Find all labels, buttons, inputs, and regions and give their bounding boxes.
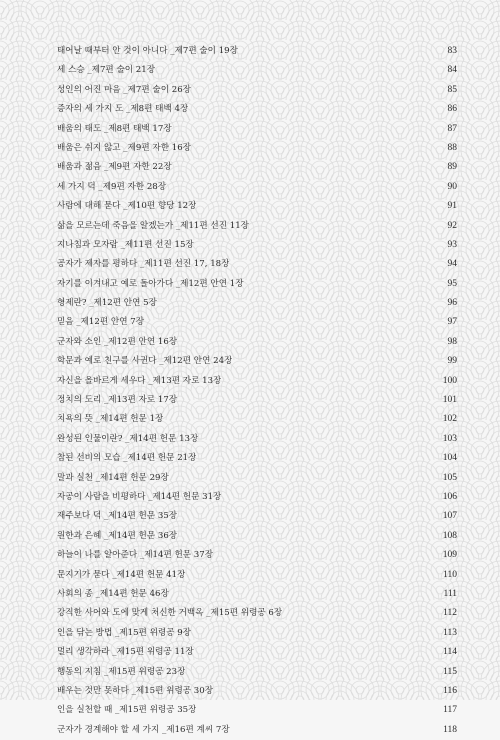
toc-entry[interactable] [57,178,457,197]
toc-entry-page-number: 95 [447,278,457,289]
toc-entry[interactable] [57,158,457,177]
toc-entry-title: 하늘이 나를 알아준다 _제14편 헌문 37장 [57,550,214,561]
toc-entry-title: 군자가 경계해야 할 세 가지 _제16편 계씨 7장 [57,724,230,735]
toc-entry-title: 세 스승 _제7편 술이 21장 [57,65,156,76]
toc-entry[interactable] [57,313,457,332]
toc-entry-page-number: 91 [447,201,457,212]
toc-entry[interactable] [57,236,457,255]
toc-entry-page-number: 89 [447,162,457,173]
toc-entry-page-number: 84 [447,65,457,76]
toc-entry-page-number: 85 [447,84,457,95]
toc-entry[interactable] [57,546,457,565]
toc-entry-title: 증자의 세 가지 도 _제8편 태백 4장 [57,104,189,115]
toc-entry-title: 완성된 인물이란? _제14편 헌문 13장 [57,433,199,444]
toc-entry[interactable] [57,682,457,701]
toc-entry-page-number: 115 [443,666,457,677]
toc-entry-page-number: 103 [442,433,457,444]
toc-entry-title: 원한과 은혜 _제14편 헌문 36장 [57,530,178,541]
toc-entry-title: 강직한 사어와 도에 맞게 처신한 거백옥 _제15편 위령공 6장 [57,608,283,619]
toc-entry-title: 군자와 소인 _제12편 안연 16장 [57,336,178,347]
toc-entry[interactable] [57,372,457,391]
toc-entry[interactable] [57,352,457,371]
toc-entry-page-number: 98 [447,336,457,347]
toc-entry[interactable] [57,469,457,488]
toc-entry[interactable] [57,255,457,274]
toc-entry-page-number: 83 [447,46,457,56]
toc-entry-title: 믿음 _제12편 안연 7장 [57,317,145,328]
toc-entry-page-number: 90 [447,181,457,192]
toc-entry-title: 행동의 지침 _제15편 위령공 23장 [57,666,186,677]
toc-entry-title: 문지기가 묻다 _제14편 헌문 41장 [57,569,186,580]
toc-entry-page-number: 106 [442,491,457,502]
toc-entry-title: 태어날 때부터 안 것이 아니다 _제7편 술이 19장 [57,46,238,56]
toc-entry-page-number: 93 [447,239,457,250]
toc-entry-title: 학문과 예로 친구를 사귄다 _제12편 안연 24장 [57,356,233,367]
toc-entry-title: 자신을 올바르게 세우다 _제13편 자로 13장 [57,375,222,386]
toc-entry-title: 공자가 제자를 평하다 _제11편 선진 17, 18장 [57,259,230,270]
toc-entry[interactable] [57,604,457,623]
toc-entry-title: 배움의 태도 _제8편 태백 17장 [57,123,172,134]
toc-entry-page-number: 92 [447,220,457,231]
toc-entry-page-number: 112 [443,608,457,619]
toc-entry-page-number: 116 [443,685,457,696]
toc-entry[interactable] [57,624,457,643]
toc-entry[interactable] [57,430,457,449]
toc-entry[interactable] [57,488,457,507]
toc-entry-page-number: 100 [442,375,457,386]
toc-entry[interactable] [57,585,457,604]
toc-entry-page-number: 113 [443,627,457,638]
toc-entry-page-number: 101 [442,395,457,406]
toc-entry[interactable] [57,566,457,585]
toc-entry-page-number: 114 [443,647,457,658]
toc-entry-title: 인을 닦는 방법 _제15편 위령공 9장 [57,627,191,638]
table-of-contents [57,42,457,740]
toc-entry-title: 성인의 어진 마음 _제7편 술이 26장 [57,84,191,95]
toc-entry[interactable] [57,197,457,216]
toc-entry-page-number: 96 [447,298,457,309]
toc-entry[interactable] [57,217,457,236]
toc-entry-page-number: 102 [442,414,457,425]
toc-entry-page-number: 97 [447,317,457,328]
toc-entry-title: 배움은 쉬지 않고 _제9편 자한 16장 [57,142,191,153]
toc-entry[interactable] [57,139,457,158]
toc-entry[interactable] [57,410,457,429]
toc-entry-title: 참된 선비의 모습 _제14편 헌문 21장 [57,453,197,464]
toc-entry[interactable] [57,42,457,61]
toc-entry-page-number: 108 [442,530,457,541]
toc-entry[interactable] [57,81,457,100]
toc-entry[interactable] [57,507,457,526]
toc-entry-page-number: 117 [443,705,457,716]
toc-entry-title: 치욕의 뜻 _제14편 헌문 1장 [57,414,164,425]
toc-entry[interactable] [57,701,457,720]
toc-entry-page-number: 110 [443,569,457,580]
toc-entry-title: 배우는 것만 못하다 _제15편 위령공 30장 [57,685,214,696]
toc-entry[interactable] [57,391,457,410]
toc-entry-page-number: 111 [443,588,457,599]
toc-entry-title: 세 가지 덕 _제9편 자한 28장 [57,181,167,192]
toc-entry-title: 삶을 모르는데 죽음을 알겠는가 _제11편 선진 11장 [57,220,249,231]
toc-entry-page-number: 99 [447,356,457,367]
toc-entry-page-number: 94 [447,259,457,270]
toc-entry-title: 말과 실천 _제14편 헌문 29장 [57,472,169,483]
toc-entry-page-number: 109 [442,550,457,561]
toc-entry-title: 사람에 대해 묻다 _제10편 향당 12장 [57,201,197,212]
toc-entry[interactable] [57,527,457,546]
toc-entry-title: 멀리 생각하라 _제15편 위령공 11장 [57,647,194,658]
toc-entry-page-number: 107 [442,511,457,522]
toc-entry-title: 형제란? _제12편 안연 5장 [57,298,157,309]
toc-entry-page-number: 118 [443,724,457,735]
toc-entry-page-number: 87 [447,123,457,134]
toc-entry[interactable] [57,663,457,682]
toc-entry-title: 배움과 젊음 _제9편 자한 22장 [57,162,172,173]
toc-entry[interactable] [57,449,457,468]
toc-entry[interactable] [57,643,457,662]
toc-entry-title: 자기를 이겨내고 예로 돌아가다 _제12편 안연 1장 [57,278,244,289]
toc-entry-page-number: 86 [447,104,457,115]
toc-entry-page-number: 105 [442,472,457,483]
toc-entry[interactable] [57,100,457,119]
toc-entry-title: 재주보다 덕 _제14편 헌문 35장 [57,511,178,522]
toc-entry-title: 정치의 도리 _제13편 자로 17장 [57,395,178,406]
toc-entry-page-number: 104 [442,453,457,464]
toc-entry-title: 사회의 종 _제14편 헌문 46장 [57,588,169,599]
toc-entry[interactable] [57,61,457,80]
toc-entry[interactable] [57,721,457,740]
toc-entry[interactable] [57,120,457,139]
toc-entry[interactable] [57,333,457,352]
toc-entry[interactable] [57,294,457,313]
toc-entry-page-number: 88 [447,142,457,153]
toc-entry-title: 지나침과 모자람 _제11편 선진 15장 [57,239,194,250]
toc-entry[interactable] [57,275,457,294]
toc-entry-title: 자공이 사람을 비평하다 _제14편 헌문 31장 [57,491,222,502]
toc-entry-title: 인을 실천할 때 _제15편 위령공 35장 [57,705,197,716]
